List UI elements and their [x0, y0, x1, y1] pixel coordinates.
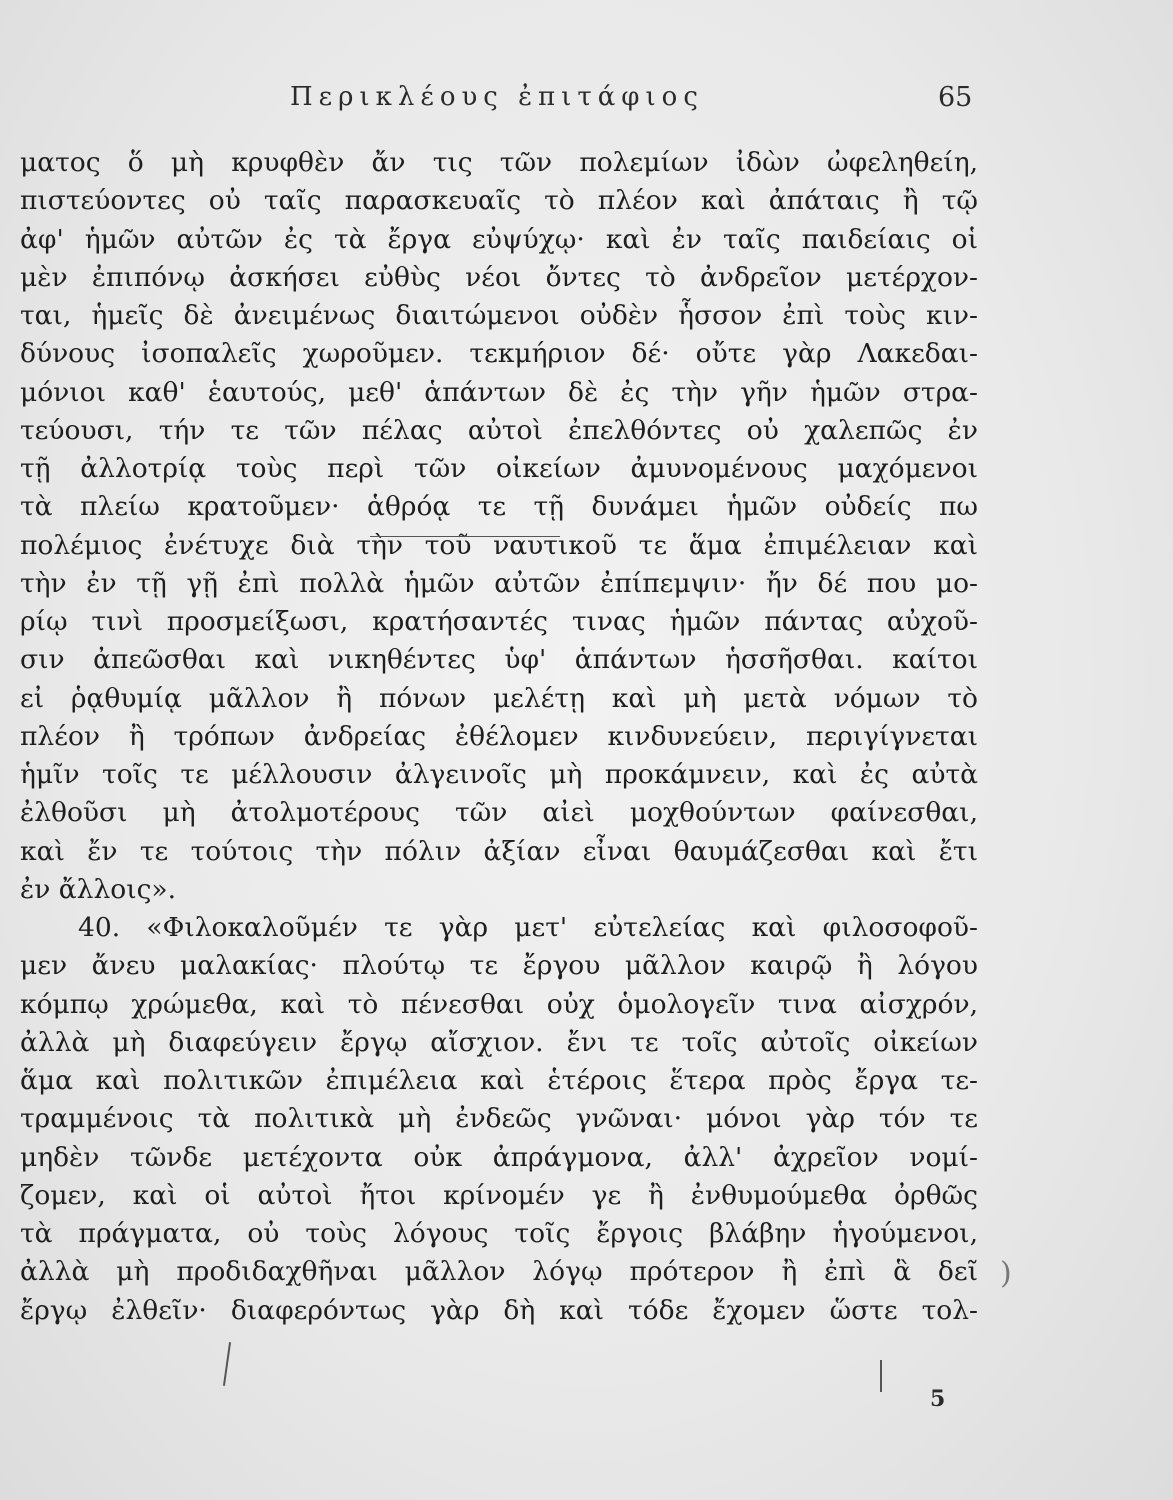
text-line: μηδὲν τῶνδε μετέχοντα οὐκ ἀπράγμονα, ἀλλ' ἀχρεῖον νομί- [20, 1141, 978, 1173]
pencil-stroke-mark [223, 1342, 231, 1386]
text-line: ἀλλὰ μὴ διαφεύγειν ἔργῳ αἴσχιον. ἔνι τε τοῖς αὐτοῖς οἰκείων [20, 1026, 978, 1058]
text-line: μεν ἄνευ μαλακίας· πλούτῳ τε ἔργου μᾶλλον καιρῷ ἢ λόγου [20, 950, 978, 982]
text-line: ἐν ἄλλοις». [20, 873, 177, 905]
pencil-stroke-mark [880, 1360, 882, 1392]
text-line: ἀλλὰ μὴ προδιδαχθῆναι μᾶλλον λόγῳ πρότερον ἢ ἐπὶ ἃ δεῖ [20, 1256, 978, 1288]
text-line: ρίῳ τινὶ προσμείξωσι, κρατήσαντές τινας ἡμῶν πάντας αὐχοῦ- [20, 606, 978, 637]
text-line: ται, ἡμεῖς δὲ ἀνειμένως διαιτώμενοι οὐδὲν ἧσσον ἐπὶ τοὺς κιν- [20, 300, 978, 331]
body-text [20, 144, 978, 1330]
text-line: πιστεύοντες οὐ ταῖς παρασκευαῖς τὸ πλέον καὶ ἀπάταις ἢ τῷ [20, 185, 978, 217]
text-line: τὴν ἐν τῇ γῇ ἐπὶ πολλὰ ἡμῶν αὐτῶν ἐπίπεμψιν· ἤν δέ που μο- [20, 567, 978, 599]
text-line: δύνους ἰσοπαλεῖς χωροῦμεν. τεκμήριον δέ· οὔτε γὰρ Λακεδαι- [20, 338, 978, 370]
text-line: μόνιοι καθ' ἑαυτούς, μεθ' ἁπάντων δὲ ἐς τὴν γῆν ἡμῶν στρα- [20, 376, 978, 408]
text-line: τὰ πράγματα, οὐ τοὺς λόγους τοῖς ἔργοις βλάβην ἡγούμενοι, [20, 1218, 978, 1249]
pencil-bracket-mark: ) [1000, 1256, 1012, 1291]
page-number: 65 [938, 82, 973, 113]
text-line: ματος ὅ μὴ κρυφθὲν ἄν τις τῶν πολεμίων ἰδὼν ὠφεληθείη, [20, 147, 978, 178]
running-title: Περικλέους ἐπιτάφιος [290, 82, 704, 112]
text-line: τῇ ἀλλοτρίᾳ τοὺς περὶ τῶν οἰκείων ἀμυνομένους μαχόμενοι [20, 453, 978, 484]
text-line: ἀφ' ἡμῶν αὐτῶν ἐς τὰ ἔργα εὐψύχῳ· καὶ ἐν ταῖς παιδείαις οἱ [20, 223, 978, 255]
text-line: τεύουσι, τήν τε τῶν πέλας αὐτοὶ ἐπελθόντες οὐ χαλεπῶς ἐν [20, 414, 978, 446]
text-line: σιν ἀπεῶσθαι καὶ νικηθέντες ὑφ' ἁπάντων ἡσσῆσθαι. καίτοι [20, 644, 978, 676]
text-line: ἔργῳ ἐλθεῖν· διαφερόντως γὰρ δὴ καὶ τόδε ἔχομεν ὥστε τολ- [20, 1294, 978, 1326]
text-line: τραμμένοις τὰ πολιτικὰ μὴ ἐνδεῶς γνῶναι· μόνοι γὰρ τόν τε [20, 1103, 978, 1135]
pencil-underline [370, 536, 560, 537]
text-line: ζομεν, καὶ οἱ αὐτοὶ ἤτοι κρίνομέν γε ἢ ἐνθυμούμεθα ὀρθῶς [20, 1179, 978, 1211]
text-line: ἐλθοῦσι μὴ ἀτολμοτέρους τῶν αἰεὶ μοχθούντων φαίνεσθαι, [20, 797, 978, 829]
text-line: πολέμιος ἐνέτυχε διὰ τὴν τοῦ ναυτικοῦ τε ἅμα ἐπιμέλειαν καὶ [20, 529, 978, 561]
section-40-first-line: 40. «Φιλοκαλοῦμέν τε γὰρ μετ' εὐτελείας καὶ φιλοσοφοῦ- [78, 912, 978, 943]
signature-number: 5 [930, 1386, 946, 1412]
text-line: καὶ ἔν τε τούτοις τὴν πόλιν ἀξίαν εἶναι θαυμάζεσθαι καὶ ἔτι [20, 835, 978, 867]
text-line: ἡμῖν τοῖς τε μέλλουσιν ἀλγεινοῖς μὴ προκάμνειν, καὶ ἐς αὐτὰ [20, 759, 978, 790]
text-line: ἅμα καὶ πολιτικῶν ἐπιμέλεια καὶ ἑτέροις ἕτερα πρὸς ἔργα τε- [20, 1065, 978, 1096]
text-line: μὲν ἐπιπόνῳ ἀσκήσει εὐθὺς νέοι ὄντες τὸ ἀνδρεῖον μετέρχον- [20, 261, 978, 293]
text-line: κόμπῳ χρώμεθα, καὶ τὸ πένεσθαι οὐχ ὁμολογεῖν τινα αἰσχρόν, [20, 988, 978, 1020]
text-line: πλέον ἢ τρόπων ἀνδρείας ἐθέλομεν κινδυνεύειν, περιγίγνεται [20, 720, 978, 752]
text-line: εἰ ῥᾳθυμίᾳ μᾶλλον ἢ πόνων μελέτῃ καὶ μὴ μετὰ νόμων τὸ [20, 682, 978, 714]
text-line: τὰ πλείω κρατοῦμεν· ἁθρόᾳ τε τῇ δυνάμει ἡμῶν οὐδείς πω [20, 491, 978, 523]
